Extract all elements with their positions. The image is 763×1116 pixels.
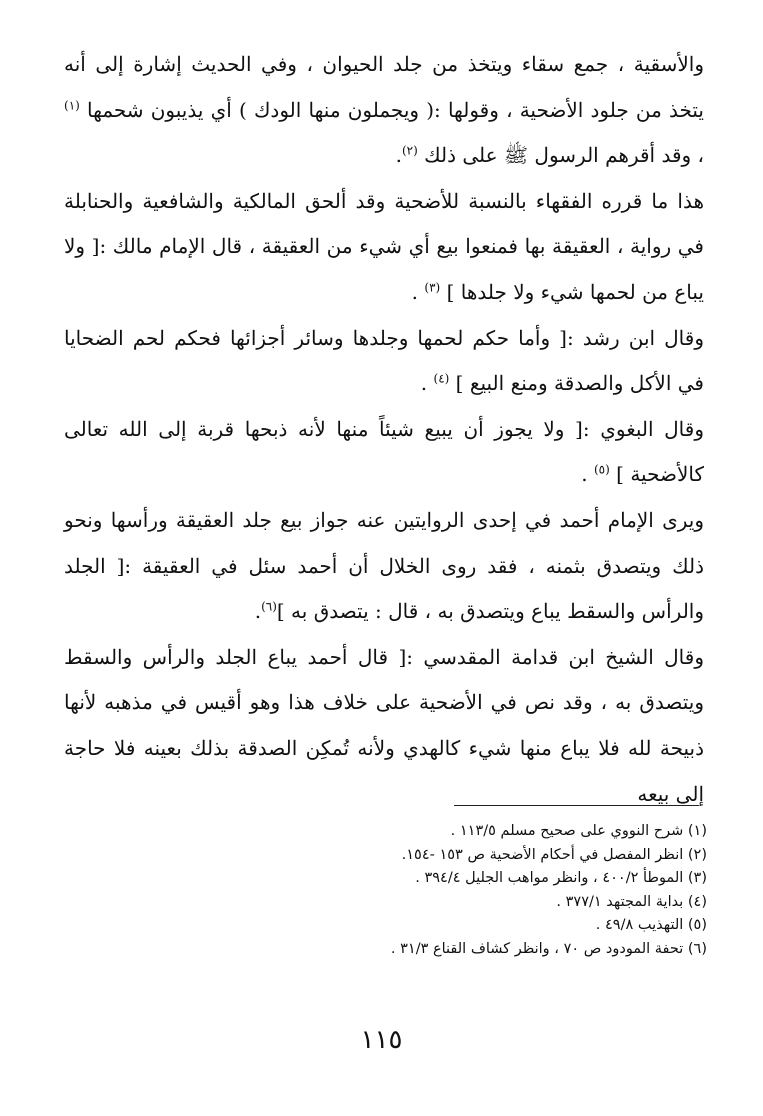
footnote-ref-1[interactable]: (١) — [64, 97, 80, 112]
paragraph-4 — [64, 407, 704, 498]
paragraph-5-tail: . — [254, 599, 262, 624]
main-text — [64, 42, 704, 817]
footnote-ref-3[interactable]: (٣) — [424, 280, 441, 295]
paragraph-2-tail: . — [411, 279, 425, 304]
footnote-ref-4[interactable]: (٤) — [433, 371, 450, 386]
paragraph-4-text: وقال البغوي :[ ولا يجوز أن يبيع شيئاً منها لأنه ذبحها قربة إلى الله تعالى كالأضحية ] — [64, 416, 704, 487]
paragraph-5 — [64, 498, 704, 635]
footnote-ref-5[interactable]: (٥) — [593, 462, 610, 477]
paragraph-1-text: والأسقية ، جمع سقاء ويتخذ من جلد الحيوان ، وفي الحديث إشارة إلى أنه يتخذ من جلود الأضحية ، وقولها :( ويجملون منها الودك ) أي يذيبون شحمها — [64, 52, 705, 122]
page-body — [64, 42, 704, 817]
paragraph-2 — [64, 179, 704, 316]
paragraph-3 — [64, 316, 704, 407]
paragraph-3-text: وقال ابن رشد :[ وأما حكم لحمها وجلدها وسائر أجزائها فحكم لحم الضحايا في الأكل والصدقة ومنع البيع ] — [64, 325, 704, 396]
footnote-1: (١) شرح النووي على صحيح مسلم ١١٣/٥ . — [450, 823, 707, 839]
paragraph-1-tail2: . — [395, 143, 402, 168]
paragraph-1-tail: ، وقد أقرهم الرسول ﷺ على ذلك — [417, 143, 704, 168]
paragraph-3-tail: . — [420, 371, 434, 396]
paragraph-1 — [64, 42, 704, 179]
footnote-ref-2[interactable]: (٢) — [401, 143, 418, 158]
footnotes — [107, 820, 707, 961]
paragraph-5-text: ويرى الإمام أحمد في إحدى الروايتين عنه جواز بيع جلد العقيقة ورأسها ونحو ذلك ويتصدق بثمنه ، فقد روى الخلال أن أحمد سئل في العقيقة :[ الجلد والرأس والسقط يباع ويتصدق به ، قال : يتصدق به ] — [64, 507, 704, 624]
paragraph-6-text: وقال الشيخ ابن قدامة المقدسي :[ قال أحمد يباع الجلد والرأس والسقط ويتصدق به ، وقد نص في الأضحية على خلاف هذا وهو أقيس في مذهبه لأنها ذبيحة لله فلا يباع منها شيء كالهدي ولأنه تُمكِن الصدقة بذلك بعينه فلا حاجة إلى بيعه — [64, 644, 704, 806]
paragraph-4-tail: . — [581, 462, 594, 487]
paragraph-2-text: هذا ما قرره الفقهاء بالنسبة للأضحية وقد ألحق المالكية والشافعية والحنابلة في رواية ، العقيقة بها فمنعوا بيع أي شيء من العقيقة ، قال الإمام مالك :[ ولا يباع من لحمها شيء ولا جلدها ] — [64, 188, 704, 304]
footnote-3: (٣) الموطأ ٤٠٠/٢ ، وانظر مواهب الجليل ٣٩٤/٤ . — [415, 870, 707, 886]
footnote-2: (٢) انظر المفصل في أحكام الأضحية ص ١٥٣ -١٥٤. — [401, 846, 707, 863]
footnote-6: (٦) تحفة المودود ص ٧٠ ، وانظر كشاف القناع ٣١/٣ . — [390, 940, 707, 957]
page-number: ١١٥ — [360, 1025, 403, 1055]
footnote-divider — [454, 805, 699, 806]
footnote-ref-6[interactable]: (٦) — [261, 599, 277, 614]
footnote-5: (٥) التهذيب ٤٩/٨ . — [595, 917, 707, 933]
paragraph-6 — [64, 635, 704, 817]
footnote-4: (٤) بداية المجتهد ٣٧٧/١ . — [556, 893, 707, 910]
